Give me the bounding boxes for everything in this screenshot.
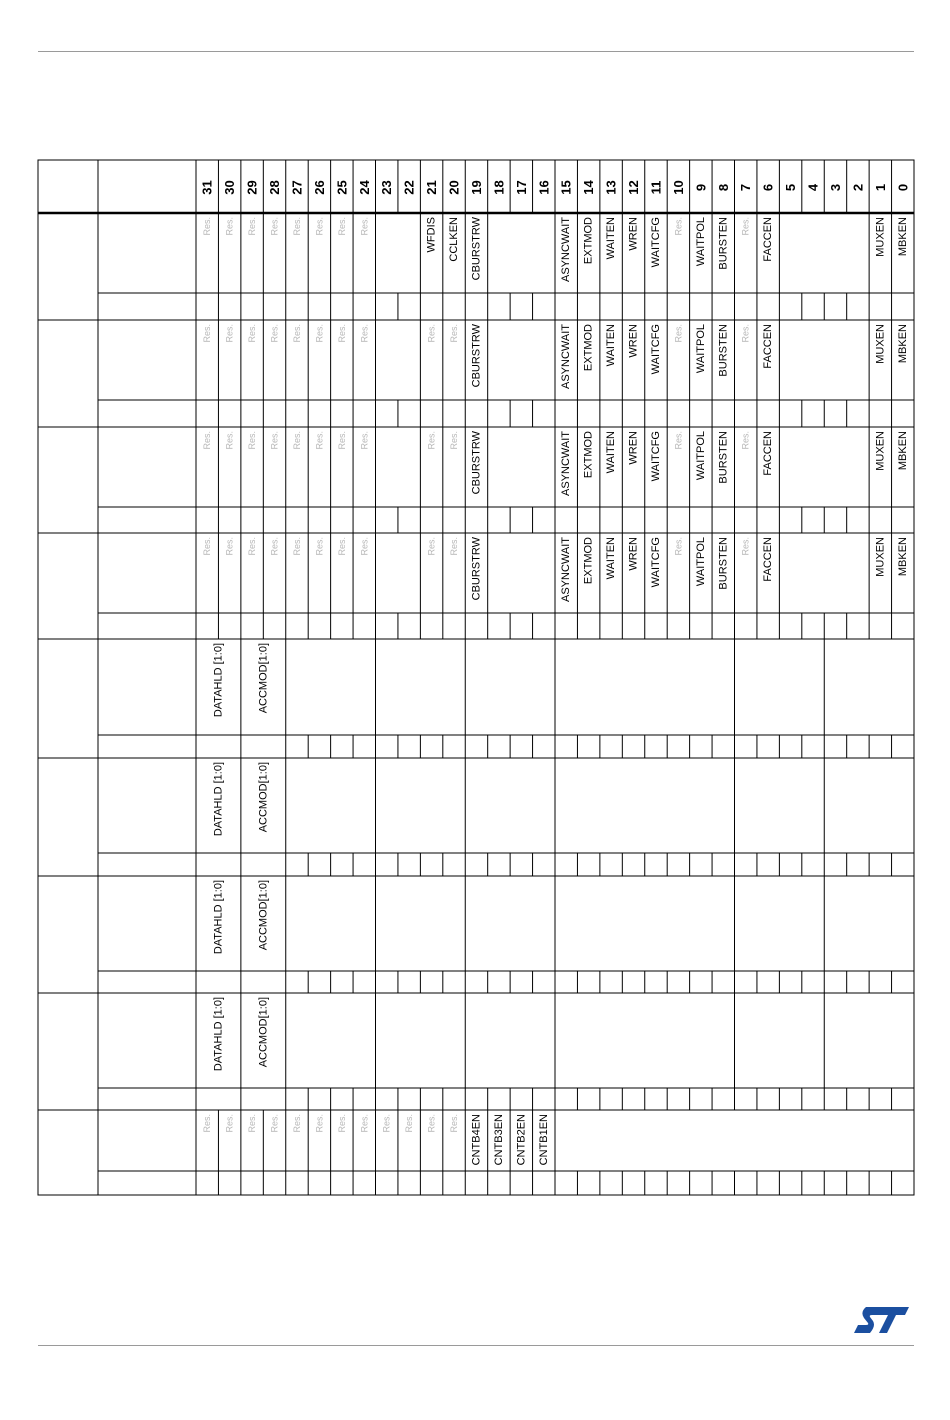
bit-number-label: 8 — [715, 183, 731, 192]
reserved-bit-label: Res. — [426, 324, 437, 343]
reserved-bit-label: Res. — [336, 324, 347, 343]
reserved-bit-label: Res. — [291, 324, 302, 343]
field-name-label: DATAHLD [1:0] — [212, 997, 225, 1072]
reserved-bit-label: Res. — [247, 217, 258, 236]
reserved-bit-label: Res. — [359, 537, 370, 556]
field-name-label: EXTMOD — [582, 324, 595, 372]
st-logo — [852, 1305, 910, 1335]
field-name-label: ACCMOD[1:0] — [257, 643, 270, 714]
reserved-bit-label: Res. — [247, 1114, 258, 1133]
bit-number-label: 22 — [401, 180, 417, 195]
field-name-label: FACCEN — [762, 217, 775, 262]
field-name-label: EXTMOD — [582, 431, 595, 479]
reserved-bit-label: Res. — [291, 431, 302, 450]
field-name-label: CNTB3EN — [492, 1114, 505, 1166]
reserved-bit-label: Res. — [224, 324, 235, 343]
bit-number-label: 25 — [334, 180, 350, 195]
field-name-label: WAITCFG — [649, 431, 662, 482]
bit-number-label: 15 — [558, 180, 574, 195]
reserved-bit-label: Res. — [314, 1114, 325, 1133]
bit-number-label: 26 — [311, 180, 327, 195]
field-name-label: ASYNCWAIT — [560, 537, 573, 602]
bit-number-header — [200, 160, 911, 213]
field-name-label: WREN — [627, 217, 640, 251]
field-name-label: WAITEN — [605, 537, 618, 580]
field-name-label: MUXEN — [874, 537, 887, 577]
field-name-label: MUXEN — [874, 324, 887, 364]
reserved-bit-label: Res. — [426, 1114, 437, 1133]
field-name-label: DATAHLD [1:0] — [212, 643, 225, 718]
reserved-bit-label: Res. — [314, 324, 325, 343]
reserved-bit-label: Res. — [224, 431, 235, 450]
bit-number-label: 11 — [648, 180, 664, 195]
reserved-bit-label: Res. — [449, 324, 460, 343]
reserved-bit-label: Res. — [269, 431, 280, 450]
field-name-label: WAITPOL — [694, 217, 707, 267]
reserved-bit-label: Res. — [224, 537, 235, 556]
bit-number-label: 10 — [670, 180, 686, 195]
field-name-label: MUXEN — [874, 217, 887, 257]
reserved-bit-label: Res. — [314, 431, 325, 450]
reserved-bit-label: Res. — [202, 324, 213, 343]
bit-number-label: 18 — [491, 180, 507, 195]
bit-number-label: 17 — [513, 180, 529, 195]
reserved-bit-label: Res. — [740, 217, 751, 236]
bit-number-label: 24 — [356, 180, 372, 195]
field-name-label: MUXEN — [874, 431, 887, 471]
field-name-label: CNTB4EN — [470, 1114, 483, 1166]
field-name-label: WAITEN — [605, 324, 618, 367]
reserved-bit-label: Res. — [247, 537, 258, 556]
reserved-bit-label: Res. — [314, 537, 325, 556]
bit-number-label: 12 — [626, 180, 642, 195]
table-frame — [38, 160, 914, 1195]
reserved-bit-label: Res. — [673, 431, 684, 450]
field-name-label: FACCEN — [762, 537, 775, 582]
field-name-label: ACCMOD[1:0] — [257, 880, 270, 951]
bit-number-label: 2 — [850, 183, 866, 192]
field-name-label: CNTB2EN — [515, 1114, 528, 1166]
bit-number-label: 30 — [222, 180, 238, 195]
reserved-bit-label: Res. — [426, 537, 437, 556]
bit-number-label: 19 — [468, 180, 484, 195]
bit-number-label: 3 — [827, 183, 843, 192]
register-row-bcr3 — [38, 427, 914, 533]
bit-number-label: 4 — [805, 183, 821, 192]
field-name-label: WAITEN — [605, 431, 618, 474]
reserved-bit-label: Res. — [381, 1114, 392, 1133]
register-row-btr4 — [38, 993, 914, 1110]
reserved-bit-label: Res. — [359, 1114, 370, 1133]
field-name-label: CBURSTRW — [470, 324, 483, 388]
reserved-bit-label: Res. — [291, 1114, 302, 1133]
bit-number-label: 9 — [693, 183, 709, 192]
bit-number-label: 16 — [536, 180, 552, 195]
field-name-label: DATAHLD [1:0] — [212, 880, 225, 955]
field-name-label: MBKEN — [896, 217, 909, 257]
reserved-bit-label: Res. — [404, 1114, 415, 1133]
reserved-bit-label: Res. — [269, 324, 280, 343]
register-row-pcscntr — [38, 1110, 914, 1195]
bit-number-label: 23 — [379, 180, 395, 195]
reserved-bit-label: Res. — [336, 537, 347, 556]
st-logo-mark — [854, 1307, 909, 1333]
bit-number-label: 7 — [738, 183, 754, 192]
reserved-bit-label: Res. — [740, 431, 751, 450]
field-name-label: EXTMOD — [582, 217, 595, 265]
field-name-label: CNTB1EN — [537, 1114, 550, 1166]
field-name-label: WAITPOL — [694, 324, 707, 374]
field-name-label: WFDIS — [425, 217, 438, 253]
field-name-label: FACCEN — [762, 431, 775, 476]
field-name-label: WREN — [627, 537, 640, 571]
reserved-bit-label: Res. — [247, 324, 258, 343]
field-name-label: CBURSTRW — [470, 431, 483, 495]
field-name-label: BURSTEN — [717, 217, 730, 270]
reserved-bit-label: Res. — [336, 431, 347, 450]
field-name-label: MBKEN — [896, 431, 909, 471]
field-name-label: ASYNCWAIT — [560, 217, 573, 282]
bit-number-label: 1 — [872, 183, 888, 192]
bit-number-label: 20 — [446, 180, 462, 195]
field-name-label: WAITEN — [605, 217, 618, 260]
field-name-label: ASYNCWAIT — [560, 324, 573, 389]
field-name-label: WAITCFG — [649, 324, 662, 375]
bit-number-label: 13 — [603, 180, 619, 195]
field-name-label: WREN — [627, 431, 640, 465]
register-row-bcr4 — [38, 533, 914, 639]
reserved-bit-label: Res. — [202, 431, 213, 450]
reserved-bit-label: Res. — [336, 217, 347, 236]
reserved-bit-label: Res. — [359, 431, 370, 450]
reserved-bit-label: Res. — [740, 537, 751, 556]
reserved-bit-label: Res. — [291, 537, 302, 556]
field-name-label: WREN — [627, 324, 640, 358]
bit-number-label: 21 — [424, 180, 440, 195]
field-name-label: BURSTEN — [717, 324, 730, 377]
bit-number-label: 6 — [760, 183, 776, 192]
field-name-label: BURSTEN — [717, 431, 730, 484]
register-row-btr3 — [38, 876, 914, 993]
register-row-btr2 — [38, 758, 914, 876]
field-name-label: CBURSTRW — [470, 537, 483, 601]
reserved-bit-label: Res. — [449, 1114, 460, 1133]
reserved-bit-label: Res. — [673, 324, 684, 343]
reserved-bit-label: Res. — [224, 1114, 235, 1133]
reserved-bit-label: Res. — [202, 537, 213, 556]
field-name-label: DATAHLD [1:0] — [212, 762, 225, 837]
field-name-label: MBKEN — [896, 324, 909, 364]
reserved-bit-label: Res. — [247, 431, 258, 450]
reserved-bit-label: Res. — [426, 431, 437, 450]
reserved-bit-label: Res. — [673, 217, 684, 236]
field-name-label: EXTMOD — [582, 537, 595, 585]
reserved-bit-label: Res. — [202, 1114, 213, 1133]
field-name-label: WAITPOL — [694, 431, 707, 481]
reserved-bit-label: Res. — [291, 217, 302, 236]
bit-number-label: 14 — [581, 180, 597, 195]
field-name-label: MBKEN — [896, 537, 909, 577]
reserved-bit-label: Res. — [673, 537, 684, 556]
field-name-label: CBURSTRW — [470, 217, 483, 281]
field-name-label: CCLKEN — [448, 217, 461, 262]
reserved-bit-label: Res. — [336, 1114, 347, 1133]
reserved-bit-label: Res. — [740, 324, 751, 343]
field-name-label: WAITCFG — [649, 217, 662, 268]
reserved-bit-label: Res. — [269, 217, 280, 236]
reserved-bit-label: Res. — [224, 217, 235, 236]
reserved-bit-label: Res. — [449, 537, 460, 556]
field-name-label: WAITCFG — [649, 537, 662, 588]
field-name-label: BURSTEN — [717, 537, 730, 590]
reserved-bit-label: Res. — [269, 1114, 280, 1133]
reserved-bit-label: Res. — [449, 431, 460, 450]
register-row-bcr1 — [98, 213, 914, 320]
bit-number-label: 31 — [199, 180, 215, 195]
reserved-bit-label: Res. — [314, 217, 325, 236]
reserved-bit-label: Res. — [359, 217, 370, 236]
field-name-label: ASYNCWAIT — [560, 431, 573, 496]
reserved-bit-label: Res. — [269, 537, 280, 556]
reserved-bit-label: Res. — [359, 324, 370, 343]
register-row-bcr2 — [38, 320, 914, 427]
field-name-label: ACCMOD[1:0] — [257, 762, 270, 833]
reserved-bit-label: Res. — [202, 217, 213, 236]
field-name-label: FACCEN — [762, 324, 775, 369]
bit-number-label: 0 — [895, 183, 911, 192]
bit-number-label: 29 — [244, 180, 260, 195]
bit-number-label: 28 — [267, 180, 283, 195]
field-name-label: WAITPOL — [694, 537, 707, 587]
bit-number-label: 27 — [289, 180, 305, 195]
register-row-btr1 — [38, 639, 914, 758]
field-name-label: ACCMOD[1:0] — [257, 997, 270, 1068]
bit-number-label: 5 — [783, 183, 799, 192]
